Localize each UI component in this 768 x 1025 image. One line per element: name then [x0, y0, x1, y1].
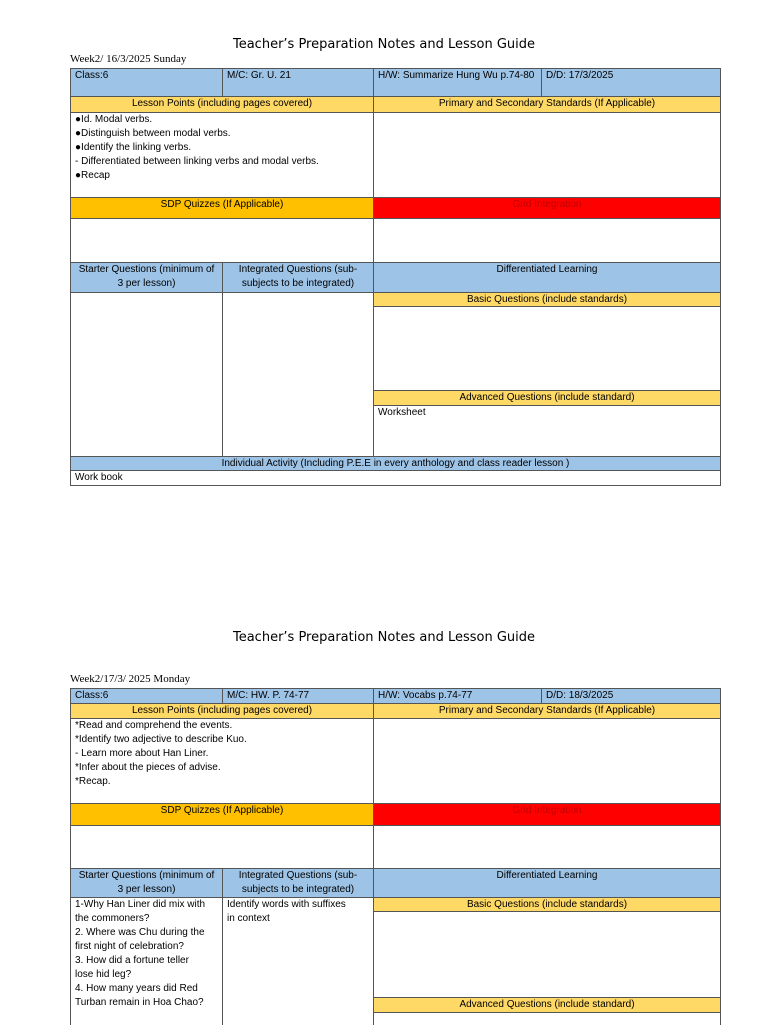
- lesson-points-list: [71, 113, 374, 198]
- sdp-quizzes-header: SDP Quizzes (If Applicable): [71, 198, 374, 219]
- basic-questions-header: Basic Questions (include standards): [374, 898, 721, 912]
- list-item: *Read and comprehend the events.: [75, 720, 233, 731]
- starter-questions-body: [71, 293, 223, 457]
- standards-body: [374, 719, 721, 804]
- basic-questions-header: Basic Questions (include standards): [374, 293, 721, 307]
- lesson-points-header: Lesson Points (including pages covered): [71, 97, 374, 113]
- starter-questions-header: Starter Questions (minimum of 3 per lesson): [71, 869, 223, 898]
- lesson-points-header: Lesson Points (including pages covered): [71, 704, 374, 719]
- advanced-questions-body: Worksheet: [374, 406, 721, 457]
- homework-cell: H/W: Vocabs p.74-77: [374, 689, 542, 704]
- standards-body: [374, 113, 721, 198]
- list-item: 4. How many years did Red: [75, 983, 198, 994]
- list-item: 3. How did a fortune teller: [75, 955, 189, 966]
- page2-lesson-table: [70, 688, 721, 1025]
- grid-integration-body: [374, 826, 721, 869]
- standards-header: Primary and Secondary Standards (If Applicable): [374, 97, 721, 113]
- due-date-cell: D/D: 18/3/2025: [542, 689, 721, 704]
- homework-cell: H/W: Summarize Hung Wu p.74-80: [374, 69, 542, 97]
- page1-title: Teacher’s Preparation Notes and Lesson Guide: [232, 37, 536, 52]
- list-item: lose hid leg?: [75, 969, 132, 980]
- grid-integration-body: [374, 219, 721, 263]
- individual-activity-body: Work book: [71, 471, 721, 486]
- standards-header: Primary and Secondary Standards (If Applicable): [374, 704, 721, 719]
- list-item: Identify words with suffixes: [227, 899, 346, 910]
- page1-date: Week2/ 16/3/2025 Sunday: [70, 53, 187, 65]
- integrated-questions-header: Integrated Questions (sub-subjects to be integrated): [223, 263, 374, 293]
- list-item: Turban remain in Hoa Chao?: [75, 997, 204, 1008]
- lesson-points-list: [71, 719, 374, 804]
- list-item: *Infer about the pieces of advise.: [75, 762, 221, 773]
- individual-activity-header: Individual Activity (Including P.E.E in every anthology and class reader lesson ): [71, 457, 721, 471]
- basic-questions-body: [374, 307, 721, 391]
- grid-integration-header: Grid Integration: [374, 804, 721, 826]
- integrated-questions-body: [223, 898, 374, 1025]
- due-date-cell: D/D: 17/3/2025: [542, 69, 721, 97]
- mc-cell: M/C: Gr. U. 21: [223, 69, 374, 97]
- advanced-questions-header: Advanced Questions (include standard): [374, 391, 721, 406]
- list-item: ●Id. Modal verbs.: [75, 114, 153, 125]
- grid-integration-header: Grid Integration: [374, 198, 721, 219]
- list-item: first night of celebration?: [75, 941, 184, 952]
- sdp-quizzes-body: [71, 826, 374, 869]
- advanced-questions-body: [374, 1013, 721, 1025]
- mc-cell: M/C: HW. P. 74-77: [223, 689, 374, 704]
- starter-questions-body: [71, 898, 223, 1025]
- basic-questions-body: [374, 912, 721, 998]
- integrated-questions-header: Integrated Questions (sub-subjects to be integrated): [223, 869, 374, 898]
- advanced-questions-header: Advanced Questions (include standard): [374, 998, 721, 1013]
- class-cell: Class:6: [71, 689, 223, 704]
- sdp-quizzes-header: SDP Quizzes (If Applicable): [71, 804, 374, 826]
- list-item: *Identify two adjective to describe Kuo.: [75, 734, 247, 745]
- page1-lesson-table: [70, 68, 721, 486]
- list-item: the commoners?: [75, 913, 150, 924]
- list-item: ●Distinguish between modal verbs.: [75, 128, 231, 139]
- list-item: ●Recap: [75, 170, 110, 181]
- differentiated-learning-header: Differentiated Learning: [374, 869, 721, 898]
- page2-date: Week2/17/3/ 2025 Monday: [70, 673, 191, 685]
- starter-questions-header: Starter Questions (minimum of 3 per lesson): [71, 263, 223, 293]
- list-item: 2. Where was Chu during the: [75, 927, 205, 938]
- class-cell: Class:6: [71, 69, 223, 97]
- list-item: 1-Why Han Liner did mix with: [75, 899, 206, 910]
- list-item: ●Identify the linking verbs.: [75, 142, 192, 153]
- list-item: - Differentiated between linking verbs and modal verbs.: [75, 156, 319, 167]
- sdp-quizzes-body: [71, 219, 374, 263]
- list-item: *Recap.: [75, 776, 111, 787]
- page2-title: Teacher’s Preparation Notes and Lesson Guide: [232, 630, 536, 645]
- differentiated-learning-header: Differentiated Learning: [374, 263, 721, 293]
- list-item: - Learn more about Han Liner.: [75, 748, 209, 759]
- integrated-questions-body: [223, 293, 374, 457]
- list-item: in context: [227, 913, 270, 924]
